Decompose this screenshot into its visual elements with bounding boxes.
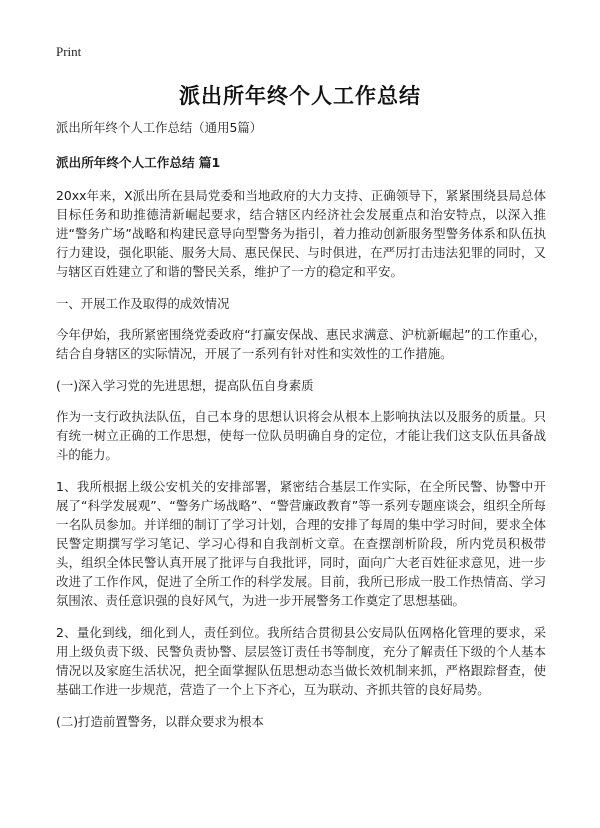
section-heading: 一、开展工作及取得的成效情况: [56, 296, 230, 311]
paragraph-intro: 20xx年来，X派出所在县局党委和当地政府的大力支持、正确领导下，紧紧围绕县局总体目标任务和助推德清新崛起要求，结合辖区内经济社会发展重点和治安特点，以深入推进“警务广场”战略和构建民意导向型警务为指引，着力推动创新服务型警务体系和队伍执行力建设，强化职能、服务大局、惠民保民、与时俱进，在严厉打击违法犯罪的同时，又与辖区百姓建立了和谐的警民关系，维护了一方的稳定和平安。: [56, 188, 546, 279]
article-title: 派出所年终个人工作总结 篇1: [56, 155, 221, 170]
subsection-heading: (二)打造前置警务，以群众要求为根本: [56, 714, 264, 729]
page-title: 派出所年终个人工作总结: [179, 84, 421, 108]
paragraph: 1、我所根据上级公安机关的安排部署，紧密结合基层工作实际，在全所民警、协警中开展了“科学发展观”、“警务广场战略”、“警营廉政教育”等一系列专题座谈会，组织全所每一名队员参加。并详细的制订了学习计划，合理的安排了每周的集中学习时间，要求全体民警定期撰写学习笔记、学习心得和自我剖析文章。在查摆剖析阶段，所内党员积极带头，组织全体民警认真开展了批评与自我批评，同时，面向广大老百姓征求意见，进一步改进了工作作风，促进了全所工作的科学发展。目前，我所已形成一股工作热情高、学习氛围浓、责任意识强的良好风气，为进一步开展警务工作奠定了思想基础。: [56, 479, 546, 608]
paragraph: 今年伊始，我所紧密围绕党委政府“打赢安保战、惠民求满意、沪杭新崛起”的工作重心，结合自身辖区的实际情况，开展了一系列有针对性和实效性的工作措施。: [56, 327, 546, 361]
print-link[interactable]: Print: [56, 44, 82, 59]
subsection-heading: (一)深入学习党的先进思想，提高队伍自身素质: [56, 378, 314, 393]
paragraph: 2、量化到线，细化到人，责任到位。我所结合贯彻县公安局队伍网格化管理的要求，采用上级负责下级、民警负责协警、层层签订责任书等制度，充分了解责任下级的个人基本情况以及家庭生活状况，把全面掌握队伍思想动态当做长效机制来抓，严格跟踪督查，使基础工作进一步规范，营造了一个上下齐心，互为联动、齐抓共管的良好局势。: [56, 625, 546, 697]
document-subtitle: 派出所年终个人工作总结（通用5篇）: [56, 120, 263, 135]
document-body: [56, 118, 546, 743]
paragraph: 作为一支行政执法队伍，自己本身的思想认识将会从根本上影响执法以及服务的质量。只有统一树立正确的工作思想，使每一位队员明确自身的定位，才能让我们这支队伍具备战斗的能力。: [56, 409, 546, 462]
